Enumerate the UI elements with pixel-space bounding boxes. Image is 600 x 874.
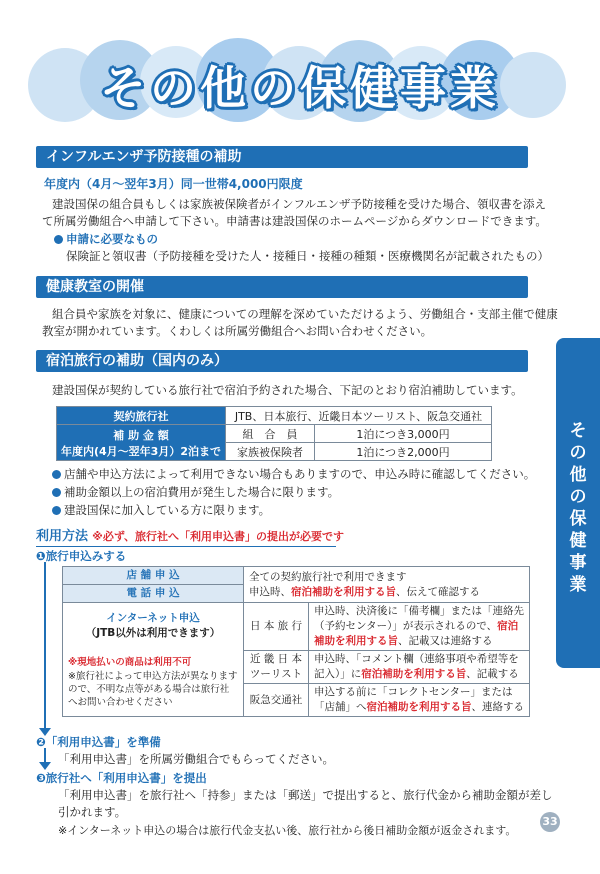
family-amount: 1泊につき2,000円 — [315, 443, 492, 461]
agency-value: JTB、日本旅行、近畿日本ツーリスト、阪急交通社 — [226, 407, 492, 425]
usage-warning: ※必ず、旅行社へ「利用申込書」の提出が必要です — [92, 530, 344, 543]
step-2-text: 「利用申込書」を所属労働組合でもらってください。 — [58, 752, 334, 766]
step-3-label: ❸旅行社へ「利用申込書」を提出 — [36, 771, 207, 785]
influenza-body-1: 建設国保の組合員もしくは家族被保険者がインフルエンザ予防接種を受けた場合、領収書を添え — [52, 197, 547, 211]
internet-note-red: ※現地払いの商品は利用不可 — [68, 657, 192, 668]
lodging-intro: 建設国保が契約している旅行社で宿泊予約された場合、下記のとおり宿泊補助しています。 — [52, 383, 523, 397]
store-text-1: 全ての契約旅行社で利用できます — [249, 570, 407, 583]
nippon-text-b: 、記載又は連絡する — [398, 635, 493, 647]
hankyu-text-red: 宿泊補助を利用する旨 — [366, 701, 472, 713]
section-title-influenza: インフルエンザ予防接種の補助 — [46, 149, 242, 165]
store-text — [244, 567, 530, 603]
amount-label-line2: 年度内(4月～翌年3月）2泊まで — [61, 444, 221, 458]
nippon-label: 日 本 旅 行 — [244, 603, 309, 651]
usage-heading — [36, 528, 344, 545]
member-amount: 1泊につき3,000円 — [315, 425, 492, 443]
section-title-lodging: 宿泊旅行の補助（国内のみ） — [46, 353, 228, 369]
requirements-text: 保険証と領収書（予防接種を受けた人・接種日・接種の種類・医療機関名が記載されたもの） — [66, 249, 549, 263]
note-item — [52, 466, 535, 483]
usage-underline — [36, 546, 336, 547]
store-text-2a: 申込時、 — [249, 585, 291, 598]
step-2-label: ❷「利用申込書」を準備 — [36, 735, 161, 749]
kinki-text-a: 申込時、「コメント欄（連絡事項や希望等を記入）」に — [314, 653, 519, 680]
bullet-icon — [52, 506, 61, 515]
page-title: その他の保健事業 — [100, 61, 500, 115]
section-title-health-class: 健康教室の開催 — [46, 279, 144, 295]
nippon-text-red: 宿泊補助を利用する旨 — [314, 620, 519, 647]
note-text: 補助金額以上の宿泊費用が発生した場合に限ります。 — [64, 485, 340, 499]
page-number: 33 — [540, 812, 560, 832]
flow-arrow-icon — [39, 762, 51, 770]
nippon-text — [309, 603, 530, 651]
internet-cell — [63, 603, 244, 717]
flow-line — [44, 562, 46, 730]
bullet-icon — [52, 470, 61, 479]
store-text-2-red: 宿泊補助を利用する旨 — [291, 585, 396, 598]
store-text-2b: 、伝えて確認する — [396, 585, 480, 598]
hankyu-label: 阪急交通社 — [244, 684, 309, 717]
hankyu-text — [309, 684, 530, 717]
family-type: 家族被保険者 — [226, 443, 315, 461]
requirements-label — [54, 231, 158, 248]
subsidy-table — [56, 406, 492, 461]
note-item — [52, 484, 339, 501]
note-text: 建設国保に加入している方に限ります。 — [64, 503, 271, 517]
step-3-text-2: 引かれます。 — [58, 805, 127, 819]
internet-note: ※旅行社によって申込方法が異なりますので、不明な点等がある場合は旅行社へお問い合わせください — [68, 671, 238, 708]
side-tab-label: その他の保健事業 — [569, 421, 587, 595]
step-3-text-1: 「利用申込書」を旅行社へ「持参」または「郵送」で提出すると、旅行代金から補助金額が差し — [58, 788, 553, 802]
agency-label: 契約旅行社 — [57, 407, 226, 425]
member-type: 組 合 員 — [226, 425, 315, 443]
phone-label: 電 話 申 込 — [63, 585, 244, 603]
health-class-body-2: 教室が開かれています。くわしくは所属労働組合へお問い合わせください。 — [42, 324, 433, 338]
application-table — [62, 566, 530, 717]
amount-label-line1: 補 助 金 額 — [113, 428, 169, 442]
note-item — [52, 502, 270, 519]
bullet-icon — [52, 488, 61, 497]
step-1-label: ❶旅行申込みする — [36, 549, 127, 563]
internet-label: インターネット申込 — [106, 612, 200, 624]
kinki-text — [309, 651, 530, 684]
hankyu-text-a: 申込する前に「コレクトセンター」または「店舗」へ — [314, 686, 513, 713]
bullet-icon — [54, 235, 63, 244]
kinki-text-red: 宿泊補助を利用する旨 — [361, 668, 467, 680]
influenza-body-2: て所属労働組合へ申請して下さい。申請書は建設国保のホームページからダウンロードできます。 — [42, 214, 547, 228]
store-text-2 — [249, 585, 524, 600]
nippon-text-a: 申込時、決済後に「備考欄」または「連絡先（予約センター）」が表示されるので、 — [314, 605, 524, 632]
store-label: 店 舗 申 込 — [63, 567, 244, 585]
requirements-label-text: 申請に必要なもの — [66, 232, 158, 246]
kinki-text-b: 、記載する — [466, 668, 519, 680]
kinki-label: 近 畿 日 本 ツーリスト — [244, 651, 309, 684]
influenza-limit: 年度内（4月～翌年3月）同一世帯4,000円限度 — [44, 177, 303, 191]
amount-label — [57, 425, 226, 461]
step-3-note: ※インターネット申込の場合は旅行代金支払い後、旅行社から後日補助金額が返金されます。 — [58, 824, 517, 837]
health-class-body-1: 組合員や家族を対象に、健康についての理解を深めていただけるよう、労働組合・支部主催で健康 — [52, 307, 558, 321]
internet-sub: （JTB以外は利用できます） — [85, 627, 221, 639]
note-text: 店舗や申込方法によって利用できない場合もありますので、申込み時に確認してください。 — [64, 467, 536, 481]
hankyu-text-b: 、連絡する — [471, 701, 524, 713]
usage-label: 利用方法 — [36, 529, 89, 544]
